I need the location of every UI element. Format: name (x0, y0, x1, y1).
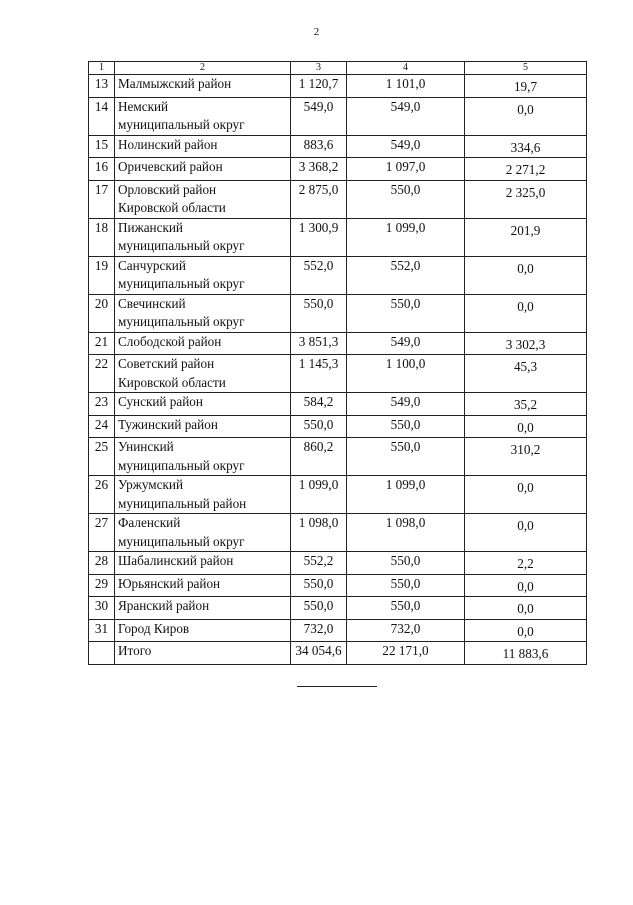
district-name-line: Юрьянский район (118, 575, 221, 591)
row-number: 28 (89, 552, 115, 575)
row-number: 31 (89, 619, 115, 642)
row-number: 23 (89, 393, 115, 416)
district-name-line: Унинский (118, 439, 174, 454)
row-number: 14 (89, 97, 115, 135)
value-column-3: 883,6 (291, 135, 347, 158)
district-name-line: Орловский район (118, 181, 217, 197)
district-name-line: муниципальный округ (118, 276, 245, 291)
table-row (89, 514, 587, 552)
district-name-line: Слободской район (118, 333, 222, 349)
value-column-5 (465, 355, 587, 393)
value-column-5 (465, 393, 587, 416)
value-column-4: 1 099,0 (347, 476, 465, 514)
row-number: 20 (89, 294, 115, 332)
value-column-3: 34 054,6 (291, 642, 347, 665)
value-column-5-text: 35,2 (513, 397, 538, 412)
row-number: 16 (89, 158, 115, 181)
row-number: 18 (89, 218, 115, 256)
value-column-5 (465, 97, 587, 135)
value-column-4: 549,0 (347, 332, 465, 355)
value-column-5-text: 0,0 (517, 518, 534, 533)
district-name (115, 294, 291, 332)
table-row (89, 415, 587, 438)
table-row (89, 158, 587, 181)
table-row (89, 97, 587, 135)
value-column-4: 1 099,0 (347, 218, 465, 256)
district-name (115, 438, 291, 476)
table-row (89, 642, 587, 665)
value-column-3: 550,0 (291, 574, 347, 597)
allocation-table (88, 61, 587, 665)
district-name-line: Сунский район (118, 394, 203, 409)
value-column-5-text: 334,6 (510, 139, 541, 155)
district-name-line: муниципальный район (118, 495, 247, 511)
value-column-3: 550,0 (291, 294, 347, 332)
value-column-5-text: 201,9 (510, 222, 541, 238)
row-number: 17 (89, 180, 115, 218)
value-column-4: 552,0 (347, 256, 465, 294)
district-name-line: Фаленский (118, 515, 181, 530)
district-name (115, 158, 291, 181)
district-name-line: Пижанский (118, 219, 183, 235)
value-column-5-text: 3 302,3 (505, 336, 546, 352)
value-column-4: 550,0 (347, 294, 465, 332)
value-column-3: 549,0 (291, 97, 347, 135)
value-column-5-text: 2,2 (517, 556, 534, 571)
value-column-5 (465, 218, 587, 256)
table-row (89, 597, 587, 620)
value-column-3: 1 099,0 (291, 476, 347, 514)
district-name-line: Нолинский район (118, 136, 218, 152)
table-row (89, 332, 587, 355)
value-column-5 (465, 256, 587, 294)
value-column-5-text: 0,0 (517, 101, 534, 117)
district-name (115, 574, 291, 597)
district-name-line: муниципальный округ (118, 117, 245, 132)
value-column-5-text: 0,0 (517, 623, 534, 639)
value-column-5 (465, 438, 587, 476)
value-column-5-text: 0,0 (517, 601, 534, 616)
value-column-4: 550,0 (347, 574, 465, 597)
row-number: 21 (89, 332, 115, 355)
value-column-5-text: 2 325,0 (505, 184, 546, 200)
district-name-line: Санчурский (118, 257, 186, 273)
district-name (115, 552, 291, 575)
table-row (89, 75, 587, 98)
district-name (115, 135, 291, 158)
value-column-3: 1 120,7 (291, 75, 347, 98)
value-column-3: 3 368,2 (291, 158, 347, 181)
district-name-line: Итого (118, 643, 152, 658)
value-column-3: 1 300,9 (291, 218, 347, 256)
value-column-3: 1 145,3 (291, 355, 347, 393)
value-column-3: 3 851,3 (291, 332, 347, 355)
district-name-line: муниципальный округ (118, 238, 245, 253)
district-name (115, 476, 291, 514)
value-column-5-text: 0,0 (517, 480, 534, 495)
closing-line (297, 686, 377, 687)
page-number: 2 (313, 26, 320, 38)
value-column-5 (465, 158, 587, 181)
table-row (89, 294, 587, 332)
district-name-line: Кировской области (118, 374, 226, 390)
table-row (89, 619, 587, 642)
value-column-4: 1 098,0 (347, 514, 465, 552)
district-name-line: муниципальный округ (118, 533, 245, 549)
row-number: 25 (89, 438, 115, 476)
district-name-line: Яранский район (118, 598, 210, 613)
table-row (89, 355, 587, 393)
value-column-4: 550,0 (347, 438, 465, 476)
district-name-line: Немский (118, 98, 169, 114)
value-column-5-text: 19,7 (513, 79, 538, 94)
value-column-4: 550,0 (347, 180, 465, 218)
value-column-3: 584,2 (291, 393, 347, 416)
value-column-4: 22 171,0 (347, 642, 465, 665)
value-column-5-text: 11 883,6 (502, 646, 549, 661)
district-name (115, 218, 291, 256)
value-column-4: 550,0 (347, 415, 465, 438)
value-column-5 (465, 75, 587, 98)
value-column-4: 549,0 (347, 135, 465, 158)
row-number: 26 (89, 476, 115, 514)
value-column-5-text: 310,2 (510, 442, 541, 457)
value-column-5 (465, 135, 587, 158)
row-number: 30 (89, 597, 115, 620)
district-name-line: Советский район (118, 356, 215, 371)
value-column-4: 550,0 (347, 597, 465, 620)
value-column-5 (465, 574, 587, 597)
value-column-4: 732,0 (347, 619, 465, 642)
row-number: 13 (89, 75, 115, 98)
row-number: 27 (89, 514, 115, 552)
value-column-5 (465, 597, 587, 620)
value-column-5 (465, 476, 587, 514)
value-column-5-text: 0,0 (517, 260, 534, 276)
district-name-line: Малмыжский район (118, 76, 232, 91)
value-column-5-text: 0,0 (517, 578, 534, 594)
value-column-5 (465, 332, 587, 355)
value-column-3: 550,0 (291, 597, 347, 620)
district-name-line: Свечинский (118, 295, 186, 311)
value-column-3: 860,2 (291, 438, 347, 476)
table-row (89, 256, 587, 294)
district-name (115, 180, 291, 218)
district-name (115, 332, 291, 355)
district-name-line: муниципальный округ (118, 457, 245, 473)
district-name (115, 597, 291, 620)
district-name (115, 75, 291, 98)
row-number: 29 (89, 574, 115, 597)
value-column-5 (465, 619, 587, 642)
table-row (89, 476, 587, 514)
table-row (89, 180, 587, 218)
district-name (115, 97, 291, 135)
column-header: 4 (347, 62, 465, 75)
district-name (115, 415, 291, 438)
table-row (89, 218, 587, 256)
district-name-line: Уржумский (118, 477, 184, 492)
district-name-line: Шабалинский район (118, 553, 234, 568)
value-column-4: 1 101,0 (347, 75, 465, 98)
table-row (89, 574, 587, 597)
value-column-5 (465, 415, 587, 438)
district-name-line: Кировской области (118, 200, 226, 215)
district-name (115, 514, 291, 552)
district-name-line: муниципальный округ (118, 314, 245, 329)
value-column-3: 550,0 (291, 415, 347, 438)
row-number: 19 (89, 256, 115, 294)
row-number: 15 (89, 135, 115, 158)
value-column-3: 2 875,0 (291, 180, 347, 218)
row-number: 22 (89, 355, 115, 393)
district-name (115, 256, 291, 294)
value-column-4: 550,0 (347, 552, 465, 575)
district-name-line: Город Киров (118, 620, 190, 636)
value-column-5-text: 0,0 (517, 298, 534, 314)
table-row (89, 438, 587, 476)
table-row (89, 552, 587, 575)
value-column-5-text: 2 271,2 (505, 162, 546, 177)
table-row (89, 135, 587, 158)
value-column-3: 552,2 (291, 552, 347, 575)
column-header: 3 (291, 62, 347, 75)
column-header: 5 (465, 62, 587, 75)
district-name-line: Тужинский район (118, 416, 218, 432)
district-name (115, 355, 291, 393)
row-number: 24 (89, 415, 115, 438)
district-name (115, 393, 291, 416)
district-name-line: Оричевский район (118, 159, 223, 174)
value-column-3: 732,0 (291, 619, 347, 642)
table-header-row (89, 62, 587, 75)
value-column-5-text: 0,0 (517, 419, 534, 435)
value-column-5 (465, 180, 587, 218)
value-column-5 (465, 514, 587, 552)
value-column-5 (465, 642, 587, 665)
table-row (89, 393, 587, 416)
district-name (115, 642, 291, 665)
value-column-4: 1 100,0 (347, 355, 465, 393)
value-column-5-text: 45,3 (513, 359, 538, 374)
value-column-5 (465, 552, 587, 575)
row-number (89, 642, 115, 665)
value-column-4: 549,0 (347, 97, 465, 135)
value-column-4: 549,0 (347, 393, 465, 416)
value-column-3: 552,0 (291, 256, 347, 294)
value-column-4: 1 097,0 (347, 158, 465, 181)
column-header: 1 (89, 62, 115, 75)
column-header: 2 (115, 62, 291, 75)
district-name (115, 619, 291, 642)
value-column-3: 1 098,0 (291, 514, 347, 552)
value-column-5 (465, 294, 587, 332)
